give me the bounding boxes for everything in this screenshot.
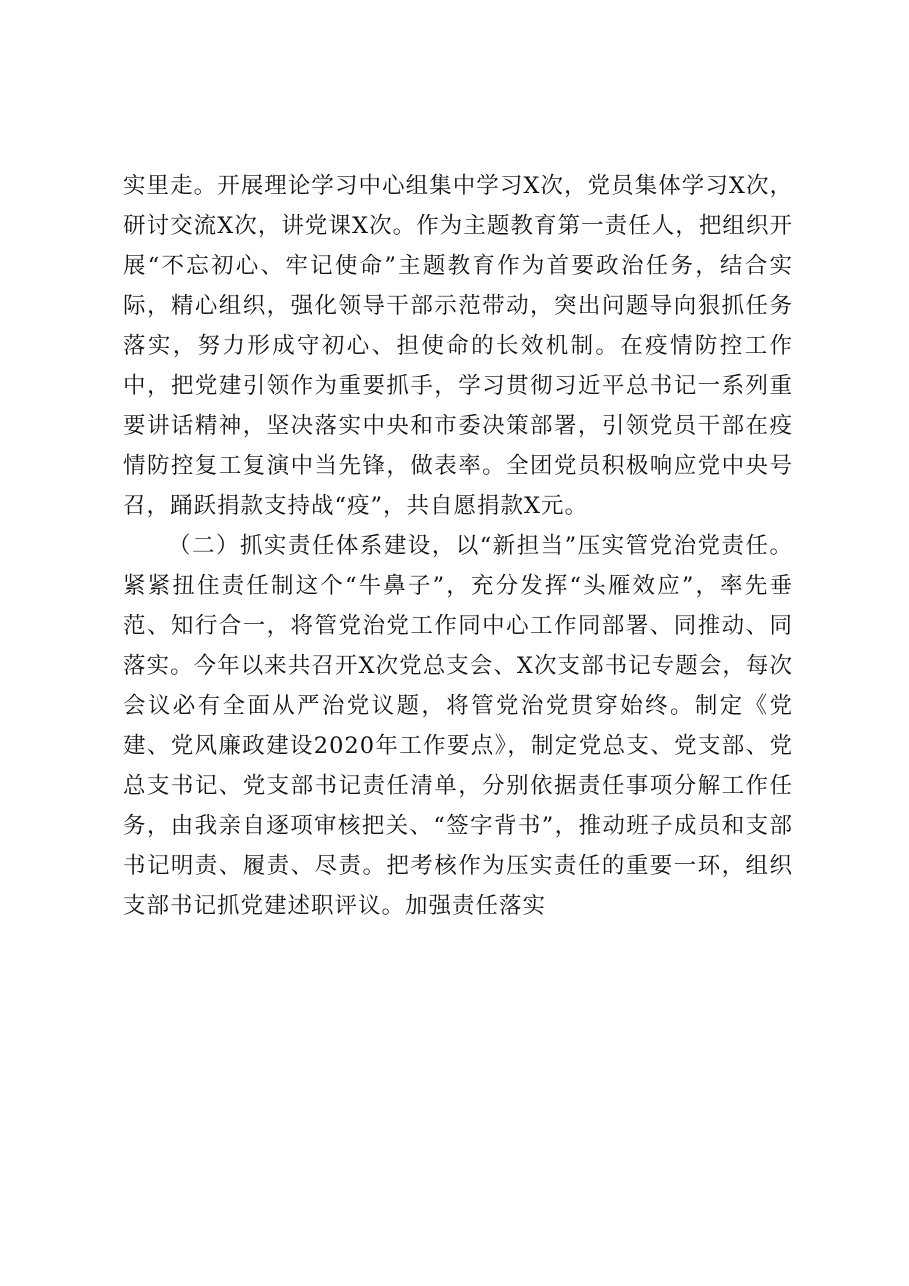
paragraph-2: （二）抓实责任体系建设，以“新担当”压实管党治党责任。紧紧扭住责任制这个“牛鼻子”，充分发挥“头雁效应”，率先垂范、知行合一，将管党治党工作同中心工作同部署、同推动、同落实。今年以来共召开X次党总支会、X次支部书记专题会，每次会议必有全面从严治党议题，将管党治党贯穿始终。制定《党建、党风廉政建设2020年工作要点》，制定党总支、党支部、党总支书记、党支部书记责任清单，分别依据责任事项分解工作任务，由我亲自逐项审核把关、“签字背书”，推动班子成员和支部书记明责、履责、尽责。把考核作为压实责任的重要一环，组织支部书记抓党建述职评议。加强责任落实 — [123, 533, 793, 919]
paragraph-1: 实里走。开展理论学习中心组集中学习X次，党员集体学习X次，研讨交流X次，讲党课X次。作为主题教育第一责任人，把组织开展“不忘初心、牢记使命”主题教育作为首要政治任务，结合实际，精心组织，强化领导干部示范带动，突出问题导向狠抓任务落实，努力形成守初心、担使命的长效机制。在疫情防控工作中，把党建引领作为重要抓手，学习贯彻习近平总书记一系列重要讲话精神，坚决落实中央和市委决策部署，引领党员干部在疫情防控复工复演中当先锋，做表率。全团党员积极响应党中央号召，踊跃捐款支持战“疫”，共自愿捐款X元。 — [123, 173, 793, 519]
document-body — [123, 166, 793, 926]
